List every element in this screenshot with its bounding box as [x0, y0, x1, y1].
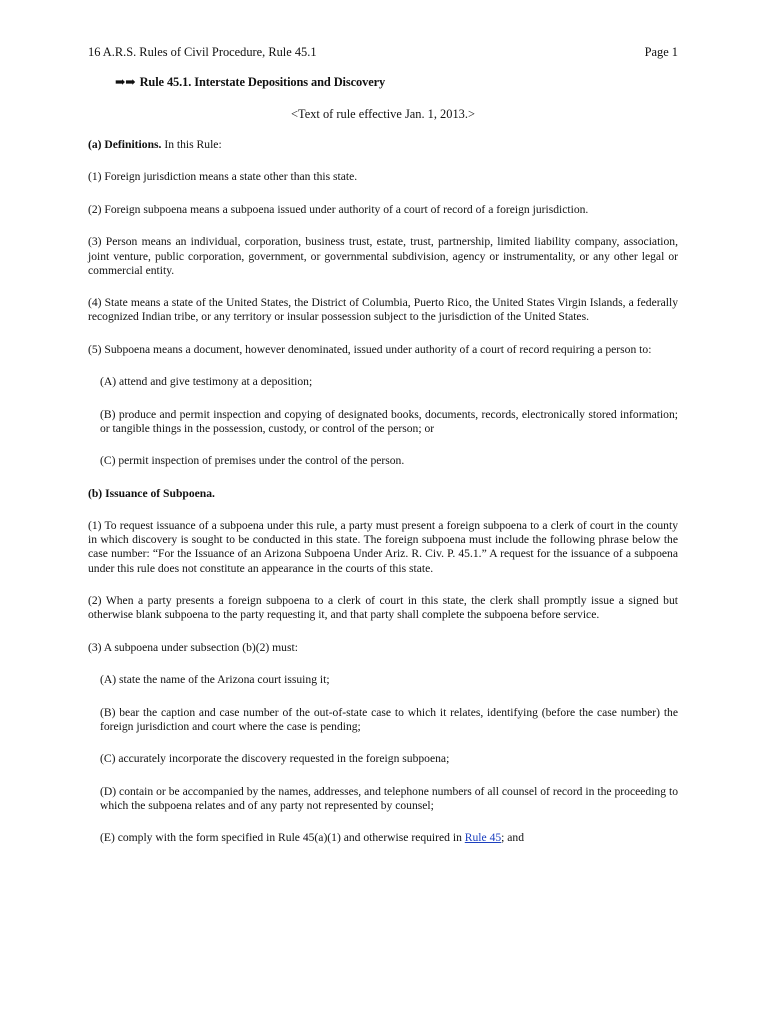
- definition-a4: (4) State means a state of the United States, the District of Columbia, Puerto Rico, the United States Virgin Islands, a federally recognized Indian tribe, or any territory or insular possession subject to the jurisdiction of the United States.: [88, 296, 678, 324]
- section-b-label: (b) Issuance of Subpoena.: [88, 486, 215, 500]
- definition-a3: (3) Person means an individual, corporation, business trust, estate, trust, partnership, limited liability company, association, joint venture, public corporation, government, or governmental subdivision, agency or instrumentality, or any other legal or commercial entity.: [88, 235, 678, 277]
- effective-note: <Text of rule effective Jan. 1, 2013.>: [291, 107, 475, 121]
- paragraph-b3-A: (A) state the name of the Arizona court issuing it;: [100, 673, 330, 687]
- paragraph-b3-E-text: (E) comply with the form specified in Rule 45(a)(1) and otherwise required in: [100, 831, 465, 845]
- section-a-label: (a) Definitions.: [88, 138, 162, 151]
- rule-45-link[interactable]: Rule 45: [464, 831, 502, 845]
- rule-title: [115, 74, 385, 90]
- paragraph-b3-B: (B) bear the caption and case number of the out-of-state case to which it relates, identifying (before the case number) the foreign jurisdiction and court where the case is pending;: [100, 705, 678, 733]
- definition-a5-C: (C) permit inspection of premises under the control of the person.: [100, 454, 405, 468]
- rule-body: [88, 138, 678, 864]
- section-b-heading: [88, 487, 678, 501]
- definition-a5-A: (A) attend and give testimony at a deposition;: [100, 375, 313, 389]
- definition-a1: (1) Foreign jurisdiction means a state other than this state.: [88, 170, 358, 184]
- rule-title-text: Rule 45.1. Interstate Depositions and Discovery: [139, 75, 386, 89]
- header-title: 16 A.R.S. Rules of Civil Procedure, Rule 45.1: [88, 45, 317, 59]
- section-a-intro: In this Rule:: [161, 138, 222, 151]
- paragraph-b2: (2) When a party presents a foreign subpoena to a clerk of court in this state, the clerk shall promptly issue a signed but otherwise blank subpoena to the party requesting it, and that party shall complete the subpoena before service.: [88, 593, 678, 622]
- paragraph-b3-C: (C) accurately incorporate the discovery requested in the foreign subpoena;: [100, 752, 450, 766]
- definition-a5-B: (B) produce and permit inspection and copying of designated books, documents, records, electronically stored information; or tangible things in the possession, custody, or control of the person; or: [100, 407, 678, 435]
- definition-a5: (5) Subpoena means a document, however denominated, issued under authority of a court of record requiring a person to:: [88, 342, 652, 356]
- definition-a2: (2) Foreign subpoena means a subpoena issued under authority of a court of record of a foreign jurisdiction.: [88, 202, 589, 216]
- double-arrow-icon: ➡➡: [115, 75, 136, 89]
- paragraph-b3: (3) A subpoena under subsection (b)(2) must:: [88, 640, 298, 654]
- paragraph-b3-D: (D) contain or be accompanied by the names, addresses, and telephone numbers of all counsel of record in the proceeding to which the subpoena relates and of any party not represented by counsel;: [100, 784, 678, 812]
- page-number: Page 1: [644, 45, 678, 59]
- paragraph-b3-E: [88, 831, 678, 845]
- section-a-heading: [88, 138, 678, 152]
- paragraph-b1: (1) To request issuance of a subpoena under this rule, a party must present a foreign subpoena to a clerk of court in the county in which discovery is sought to be conducted in this state. The foreign subpoena must include the following phrase below the case number: “For the Issuance of an Arizona Subpoena Under Ariz. R. Civ. P. 45.1.” A request for the issuance of a subpoena under this rule does not constitute an appearance in the courts of this state.: [88, 519, 678, 575]
- paragraph-b3-E-end: ; and: [501, 831, 525, 845]
- page-header: [88, 45, 678, 60]
